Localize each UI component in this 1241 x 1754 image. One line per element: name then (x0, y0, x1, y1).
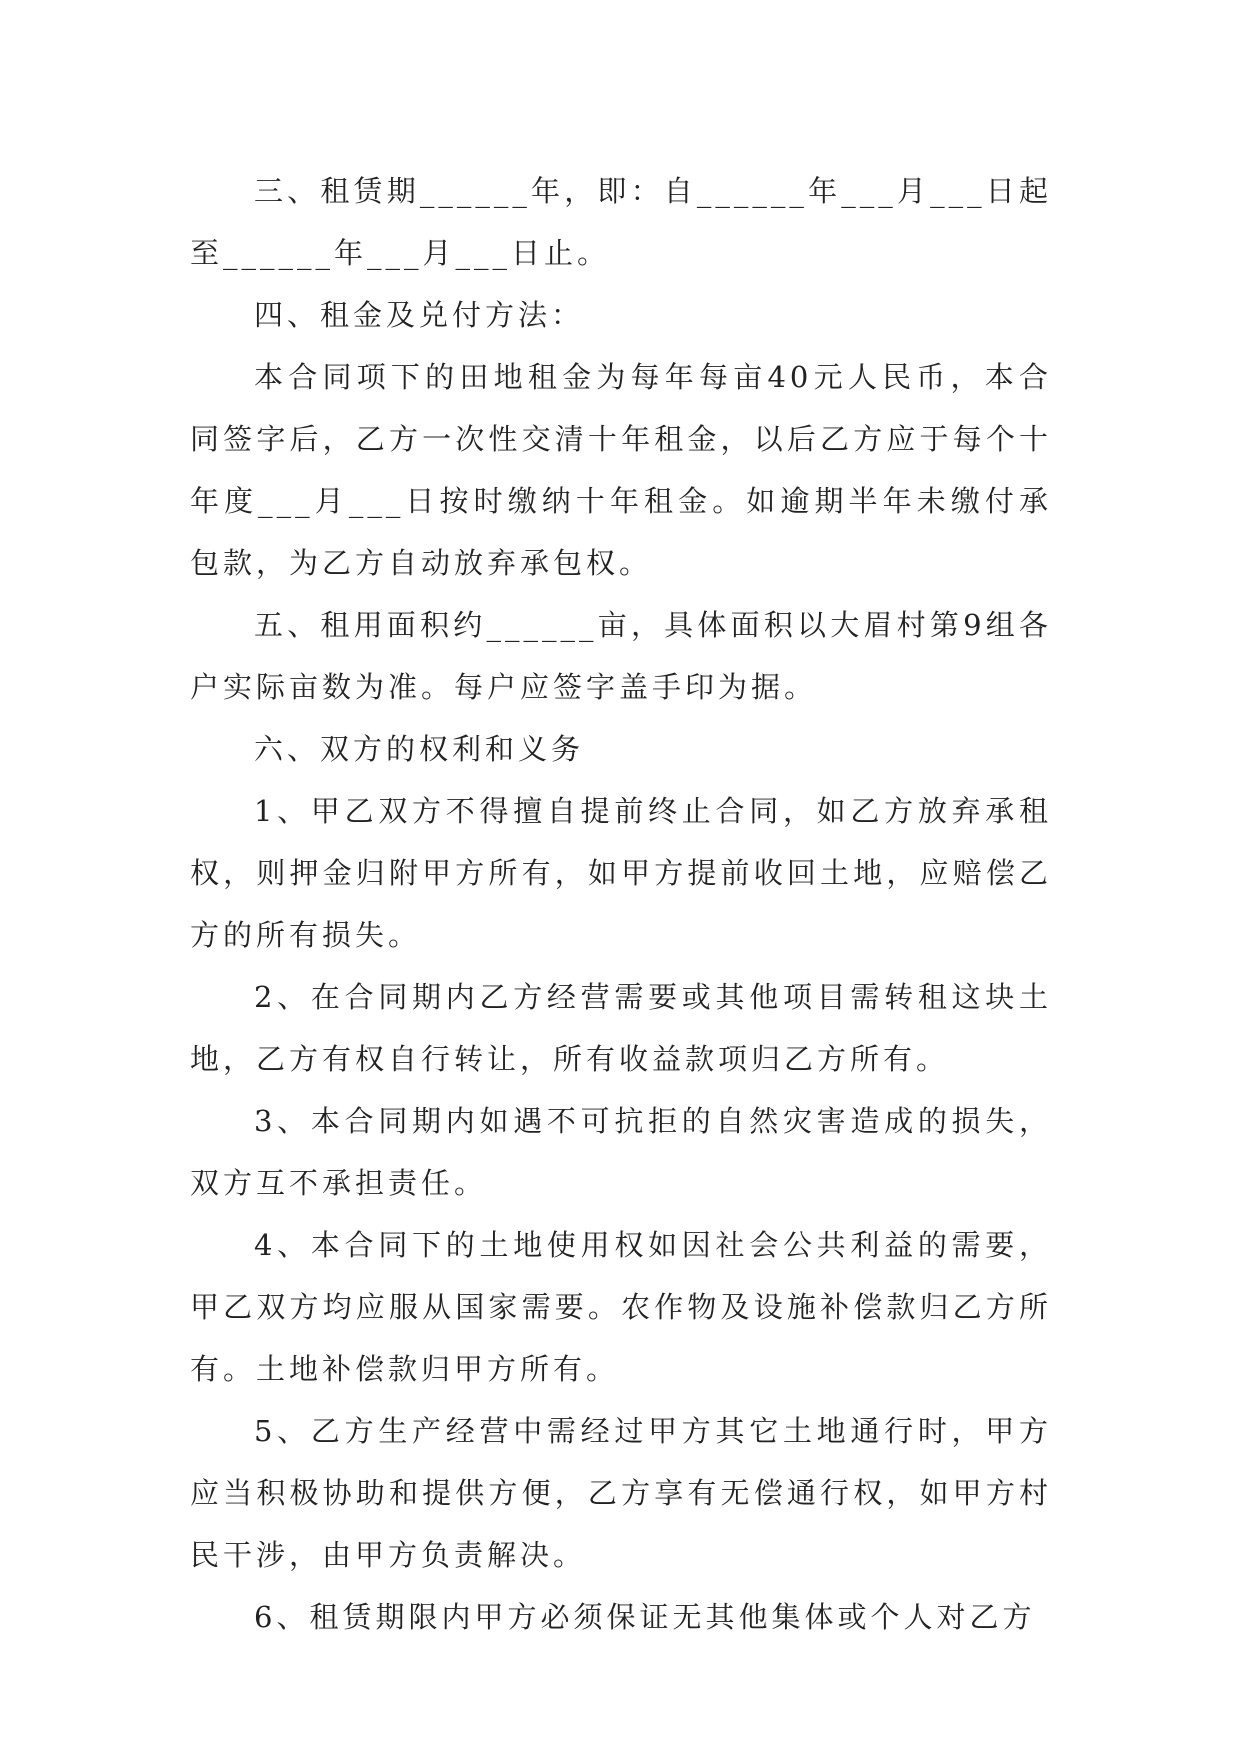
clause-item-6: 6、租赁期限内甲方必须保证无其他集体或个人对乙方 (254, 1600, 1036, 1634)
clause-lease-area: 五、租用面积约______亩，具体面积以大眉村第9组各户实际亩数为准。每户应签字盖手印为据。 (190, 608, 1052, 704)
clause-item-5: 5、乙方生产经营中需经过甲方其它土地通行时，甲方应当积极协助和提供方便，乙方享有无偿通行权，如甲方村民干涉，由甲方负责解决。 (190, 1414, 1052, 1572)
clause-item-1: 1、甲乙双方不得擅自提前终止合同，如乙方放弃承租权，则押金归附甲方所有，如甲方提前收回土地，应赔偿乙方的所有损失。 (190, 794, 1052, 952)
clause-item-4: 4、本合同下的土地使用权如因社会公共利益的需要，甲乙双方均应服从国家需要。农作物及设施补偿款归乙方所有。土地补偿款归甲方所有。 (190, 1228, 1052, 1386)
clause-rent-heading: 四、租金及兑付方法： (254, 298, 585, 332)
clause-item-2: 2、在合同期内乙方经营需要或其他项目需转租这块土地，乙方有权自行转让，所有收益款项归乙方所有。 (190, 980, 1052, 1076)
clause-rent-details: 本合同项下的田地租金为每年每亩40元人民币，本合同签字后，乙方一次性交清十年租金，以后乙方应于每个十年度___月___日按时缴纳十年租金。如逾期半年未缴付承包款，为乙方自动放弃承包权。 (190, 360, 1052, 580)
document-body (190, 160, 1052, 1648)
clause-item-3: 3、本合同期内如遇不可抗拒的自然灾害造成的损失，双方互不承担责任。 (190, 1104, 1052, 1200)
clause-rights-heading: 六、双方的权利和义务 (254, 732, 585, 766)
clause-lease-term: 三、租赁期______年，即：自______年___月___日起至______年___月___日止。 (190, 174, 1052, 270)
